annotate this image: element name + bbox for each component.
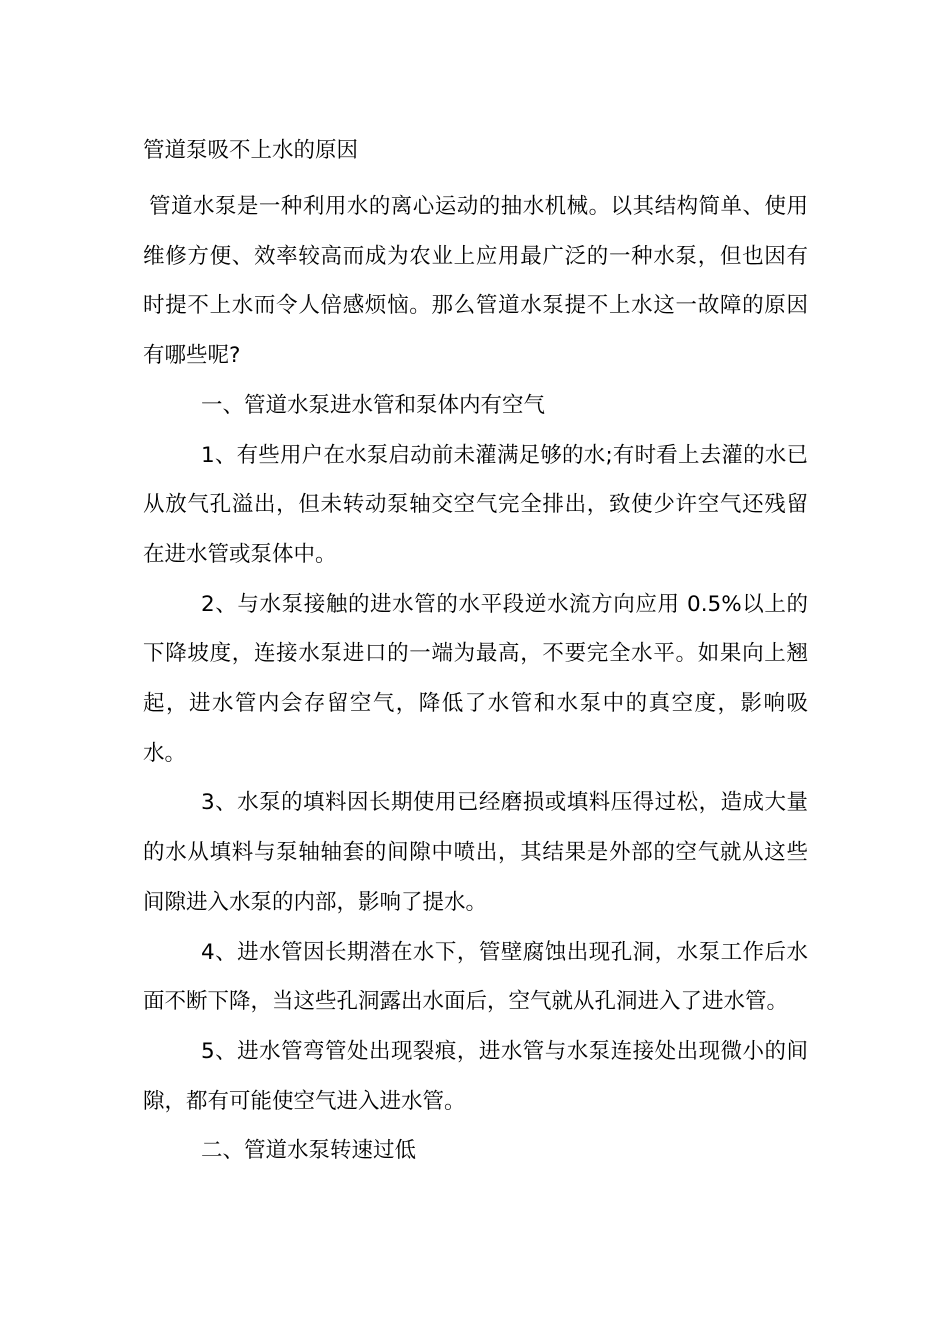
reason-item-4: 4、进水管因长期潜在水下，管壁腐蚀出现孔洞，水泵工作后水面不断下降，当这些孔洞露出水面后，空气就从孔洞进入了进水管。 [143,939,808,1015]
document-body [143,134,808,1176]
reason-item-5: 5、进水管弯管处出现裂痕，进水管与水泵连接处出现微小的间隙，都有可能使空气进入进水管。 [143,1038,808,1114]
reason-item-1: 1、有些用户在水泵启动前未灌满足够的水;有时看上去灌的水已从放气孔溢出，但未转动泵轴交空气完全排出，致使少许空气还残留在进水管或泵体中。 [143,442,808,567]
reason-item-3: 3、水泵的填料因长期使用已经磨损或填料压得过松，造成大量的水从填料与泵轴轴套的间隙中喷出，其结果是外部的空气就从这些间隙进入水泵的内部，影响了提水。 [143,790,808,915]
document-title: 管道泵吸不上水的原因 [143,138,359,163]
intro-paragraph: 管道水泵是一种利用水的离心运动的抽水机械。以其结构简单、使用维修方便、效率较高而成为农业上应用最广泛的一种水泵，但也因有时提不上水而令人倍感烦恼。那么管道水泵提不上水这一故障的原因有哪些呢? [143,194,808,369]
section-heading-1: 一、管道水泵进水管和泵体内有空气 [201,392,546,418]
section-heading-2: 二、管道水泵转速过低 [201,1138,417,1164]
reason-item-2: 2、与水泵接触的进水管的水平段逆水流方向应用 0.5%以上的下降坡度，连接水泵进口的一端为最高，不要完全水平。如果向上翘起，进水管内会存留空气，降低了水管和水泵中的真空度，影响吸水。 [143,591,808,766]
